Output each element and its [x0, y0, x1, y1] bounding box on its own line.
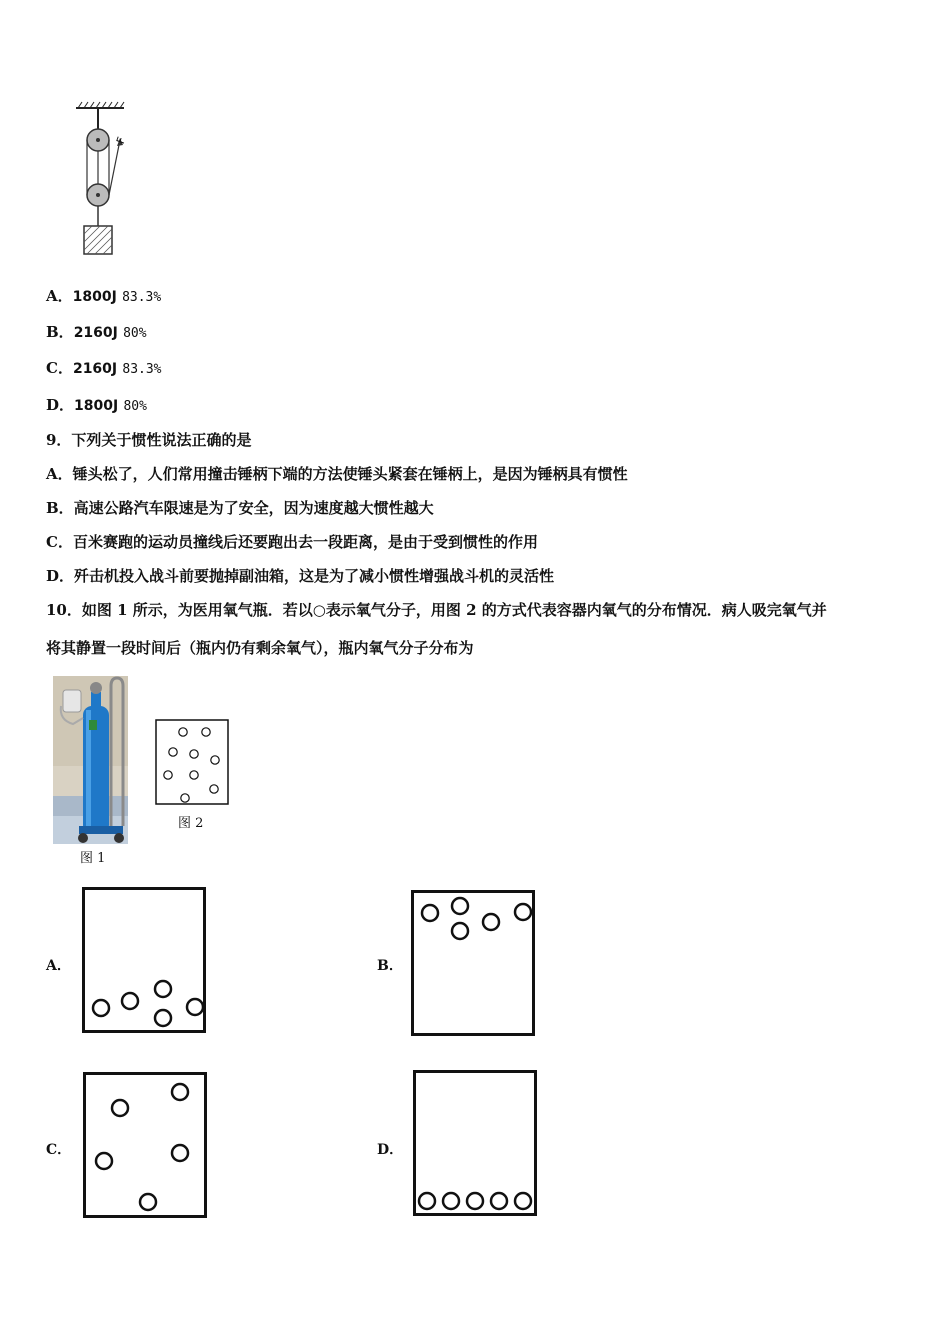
q10-stem-line2: 将其静置一段时间后（瓶内仍有剩余氧气），瓶内氧气分子分布为	[46, 639, 474, 657]
q10-option-d-label[interactable]: D．	[377, 1142, 404, 1158]
q9-stem: 9．下列关于惯性说法正确的是	[46, 431, 252, 449]
q9-option-a[interactable]: A．锤头松了，人们常用撞击锤柄下端的方法使锤头紧套在锤柄上，是因为锤柄具有惯性	[46, 465, 628, 483]
q9-option-b[interactable]: B．高速公路汽车限速是为了安全，因为速度越大惯性越大	[46, 499, 434, 517]
q8-option-a[interactable]: A．1800J 83.3%	[46, 287, 162, 305]
molecule-distribution-figure-2	[155, 719, 229, 805]
oxygen-cylinder-figure	[53, 676, 128, 844]
q10-option-d-box[interactable]	[413, 1070, 537, 1216]
q10-option-c-label[interactable]: C．	[46, 1142, 72, 1158]
q8-option-d[interactable]: D．1800J 80%	[46, 396, 147, 414]
q10-option-a-label[interactable]: A．	[46, 958, 71, 974]
q8-option-c[interactable]: C．2160J 83.3%	[46, 359, 162, 377]
figure-1-caption: 图 1	[80, 851, 106, 866]
force-label: F	[113, 135, 129, 146]
q10-option-b-label[interactable]: B．	[377, 958, 403, 974]
q8-option-b[interactable]: B．2160J 80%	[46, 323, 147, 341]
pulley-diagram	[70, 100, 140, 260]
q10-option-c-box[interactable]	[83, 1072, 207, 1218]
q10-option-a-box[interactable]	[82, 887, 206, 1033]
q9-option-c[interactable]: C．百米赛跑的运动员撞线后还要跑出去一段距离，是由于受到惯性的作用	[46, 533, 538, 551]
q10-stem-line1: 10．如图 1 所示，为医用氧气瓶．若以○表示氧气分子，用图 2 的方式代表容器内氧气的分布情况．病人吸完氧气并	[46, 601, 827, 619]
q10-option-b-box[interactable]	[411, 890, 535, 1036]
figure-2-caption: 图 2	[178, 816, 204, 831]
q9-option-d[interactable]: D．歼击机投入战斗前要抛掉副油箱，这是为了减小惯性增强战斗机的灵活性	[46, 567, 555, 585]
